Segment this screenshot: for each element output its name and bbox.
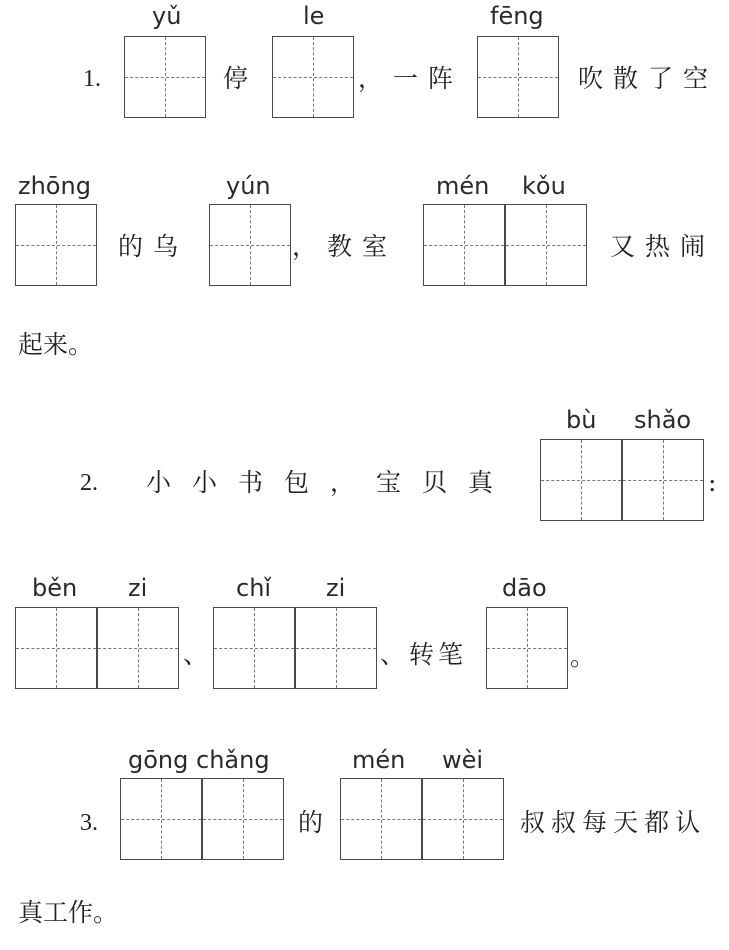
pinyin-bu: bù <box>566 406 597 434</box>
answer-cell-ben[interactable] <box>15 607 97 689</box>
question-3-number: 3. <box>80 810 98 836</box>
pinyin-kou: kǒu <box>522 172 566 200</box>
answer-box-zhong[interactable] <box>15 204 97 286</box>
text-dunhao-1: 、 <box>183 640 209 669</box>
answer-cell-wei[interactable] <box>422 778 504 860</box>
answer-cell-bu[interactable] <box>540 439 622 521</box>
pinyin-shao: shǎo <box>634 406 692 434</box>
pinyin-zi-2: zi <box>326 574 346 602</box>
answer-cell-kou[interactable] <box>505 204 587 286</box>
answer-box-chizi[interactable] <box>213 607 377 689</box>
question-1-number: 1. <box>83 66 101 92</box>
answer-cell-shao[interactable] <box>622 439 704 521</box>
answer-cell-men[interactable] <box>340 778 422 860</box>
answer-box-dao[interactable] <box>486 607 568 689</box>
pinyin-chi: chǐ <box>236 574 272 602</box>
text-shushu: 叔叔每天都认 <box>520 808 707 837</box>
answer-cell-zi-1[interactable] <box>97 607 179 689</box>
answer-box-le[interactable] <box>272 36 354 118</box>
pinyin-gongchang: gōng chǎng <box>128 746 270 774</box>
answer-cell-chang[interactable] <box>202 778 284 860</box>
answer-box-feng[interactable] <box>477 36 559 118</box>
answer-box-gongchang[interactable] <box>120 778 284 860</box>
question-2-number: 2. <box>80 470 98 496</box>
pinyin-dao: dāo <box>502 574 547 602</box>
text-rena: 又热闹 <box>610 232 716 261</box>
pinyin-zhong: zhōng <box>18 172 91 200</box>
pinyin-zi-1: zi <box>128 574 148 602</box>
pinyin-wei: wèi <box>442 746 484 774</box>
pinyin-men-1: mén <box>436 172 490 200</box>
text-zhuanbi: 、转笔 <box>380 640 468 669</box>
answer-cell-zi-2[interactable] <box>295 607 377 689</box>
answer-box-benzi[interactable] <box>15 607 179 689</box>
pinyin-ben: běn <box>32 574 78 602</box>
text-period-2: 。 <box>570 642 596 671</box>
answer-box-bushao[interactable] <box>540 439 704 521</box>
text-zhengongzuo: 真工作。 <box>18 898 119 927</box>
answer-cell-chi[interactable] <box>213 607 295 689</box>
text-ting: 停 <box>223 64 249 93</box>
answer-box-menwei[interactable] <box>340 778 504 860</box>
text-chuisan: 吹散了空 <box>578 64 719 93</box>
text-yizhen: ，一阵 <box>358 64 464 93</box>
pinyin-feng: fēng <box>490 2 544 30</box>
answer-cell-gong[interactable] <box>120 778 202 860</box>
pinyin-yun: yún <box>226 172 271 200</box>
text-qilai: 起来。 <box>18 330 94 359</box>
text-de-wu: 的乌 <box>118 232 189 261</box>
answer-box-yu[interactable] <box>124 36 206 118</box>
text-xiaoxiao: 小小书包，宝贝真 <box>146 468 515 497</box>
answer-box-yun[interactable] <box>209 204 291 286</box>
pinyin-yu: yǔ <box>152 2 182 30</box>
pinyin-le: le <box>303 2 325 30</box>
text-de: 的 <box>298 808 324 837</box>
text-jiaoshi: ，教室 <box>292 232 398 261</box>
answer-cell-men[interactable] <box>423 204 505 286</box>
answer-box-menkou[interactable] <box>423 204 587 286</box>
pinyin-men-2: mén <box>352 746 406 774</box>
text-colon: : <box>708 468 717 497</box>
